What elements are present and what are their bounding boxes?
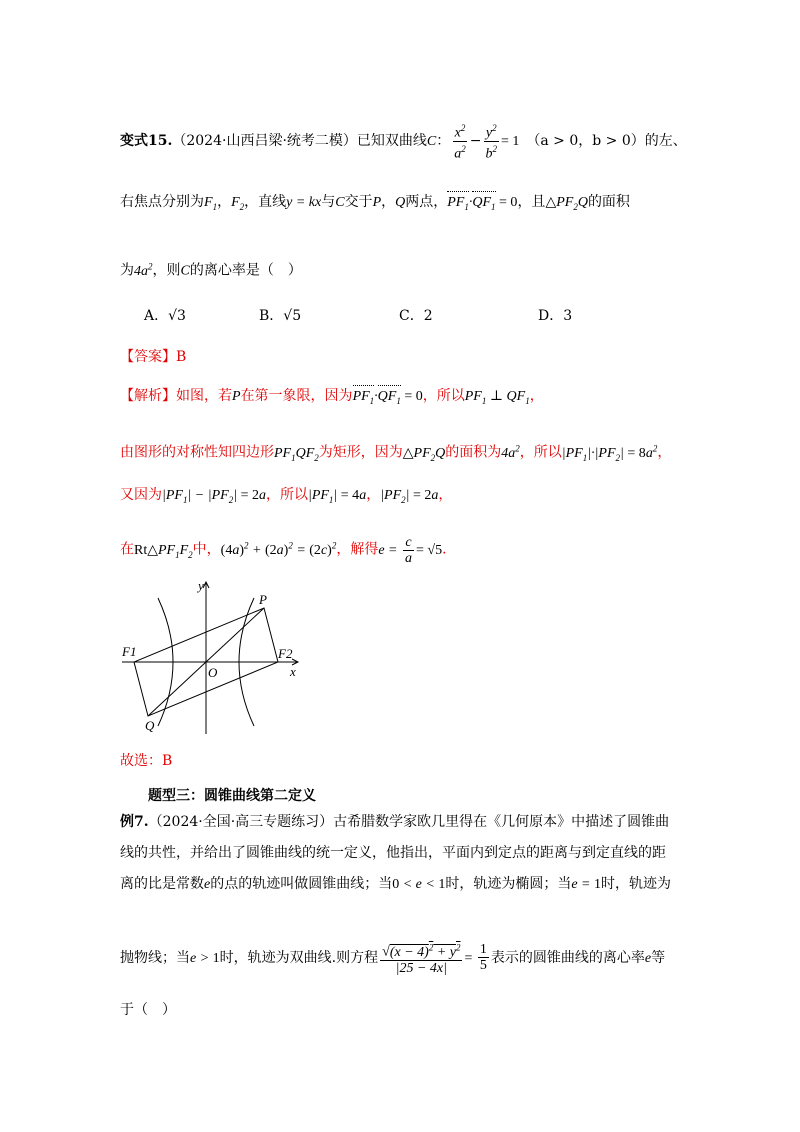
fraction-y2-b2: $\frac{y^2}{b^2}$ [485,123,497,162]
analysis-text: 又因为 [120,487,162,503]
example7-line4: 抛物线；当e > 1时，轨迹为双曲线.则方程 $\frac{√(x - 4)^2 + y^2}{|25 - 4x|}$ = $\frac{1}{5}$ 表示的圆锥曲线的离心率e等 [120,942,666,976]
variant15-line2: 右焦点分别为$F_1$，$F_2$，直线y = kx与C交于P，Q两点，$PF_1\cdot QF_1 = 0$，且$\triangle PF_2Q$的面积 [120,192,630,217]
label-x: x [290,664,296,679]
example7-line2: 线的共性，并给出了圆锥曲线的统一定义，他指出，平面内到定点的距离与到定直线的距 [120,845,666,861]
analysis-line2: 由图形的对称性知四边形$PF_1QF_2$为矩形，因为$\triangle PF_2Q$的面积为$4a^2$，所以$|PF_1|\cdot|PF_2| = 8a^2$， [120,443,672,463]
math-4a2: $4a^2$ [134,261,153,279]
variant15-text: （a > 0，b > 0）的左、 [533,133,687,150]
math-parabola-condition: e = 1 [571,877,601,892]
analysis-text: 如图，若 [176,388,232,404]
variant15-text: 的面积 [587,194,630,210]
math-pf1: $|PF_1| = 4a$ [307,488,367,505]
analysis-text: ，所以 [519,444,562,461]
math-c: C [426,134,437,150]
example7-text: 表示的圆锥曲线的离心率 [490,949,645,966]
label-q: Q [145,718,155,733]
variant15-options [144,306,704,326]
variant15-text: ，则 [152,262,181,279]
answer-label: 【答案】 [120,349,176,365]
example7-text: 古希腊数学家欧几里得在《几何原本》中描述了圆锥曲 [333,814,670,830]
math-quad: $PF_1QF_2$ [274,445,319,463]
example7-source: （2024·全国·高三专题练习） [148,814,334,830]
math-difference: $|PF_1| - |PF_2| = 2a$ [162,488,266,505]
math-f1: $F_1$ [204,195,218,212]
label-p: P [259,592,267,607]
math-dot-product: $PF_1\cdot QF_1 = 0$ [353,389,423,404]
analysis-text: 为矩形，因为 [318,444,403,461]
math-equation-lhs: $\frac{√(x - 4)^2 + y^2}{|25 - 4x|}$ [382,942,461,976]
math-dot-product: $PF_1\cdot QF_1 = 0$ [447,195,517,210]
analysis-text: ，解得 [336,541,379,558]
variant15-label: 变式15. [120,133,173,150]
math-triangle-pf2q: $\triangle PF_2Q$ [402,445,446,463]
variant15-text: 两点， [405,194,448,210]
analysis-line3: 又因为$|PF_1| - |PF_2| = 2a$，所以$|PF_1| = 4a$，$|PF_2| = 2a$， [120,487,453,505]
analysis-line1: 【解析】如图，若P在第一象限，因为$PF_1\cdot QF_1 = 0$，所以$PF_1$ ⊥ $QF_1$， [120,386,544,411]
variant15-line1: 变式15.（2024·山西吕梁·统考二模）已知双曲线C： $\frac{x^2}{a^2}$ − $\frac{y^2}{b^2}$ = 1 （a > 0，b > 0）的左、 [120,123,687,162]
label-o: O [208,665,218,680]
math-one-fifth: $\frac{1}{5}$ [479,942,487,974]
example7-line3 [120,874,671,895]
variant15-text: 与 [321,194,336,210]
example7-line1 [120,812,669,832]
example7-text: 抛物线；当 [120,949,190,966]
math-hyperbola-condition: e > 1 [190,950,220,966]
variant15-line3 [120,256,302,282]
fraction-x2-a2: $\frac{x^2}{a^2}$ [454,123,466,162]
math-product: $|PF_1|\cdot|PF_2| = 8a^2$ [561,443,658,463]
math-line-eq: y = kx [286,195,322,210]
answer-line [120,347,186,367]
math-e: e [204,877,211,892]
math-c: C [335,195,345,210]
label-f1: F1 [122,644,137,659]
analysis-text: ，所以 [265,487,308,503]
math-triangle-pf2q: $\triangle PF_2Q$ [545,195,588,212]
variant15-source: （2024·山西吕梁·统考二模） [172,133,357,150]
analysis-text: 在第一象限，因为 [240,388,353,404]
choice-line: 故选：B [120,753,173,769]
variant15-text: 的离心率是（ ） [189,262,302,279]
section-title: 题型三：圆锥曲线第二定义 [148,788,316,804]
math-pf2: $|PF_2| = 2a$ [380,488,439,505]
math-c: C [180,263,190,279]
example7-text: 时，轨迹为椭圆；当 [445,876,572,892]
math-f2: $F_2$ [231,195,245,212]
analysis-text: 由图形的对称性知四边形 [120,444,274,461]
variant15-text: ，且 [517,194,546,210]
math-e: e [644,950,652,966]
math-eccentricity: e = $\frac{c}{a}$ = √5 [378,535,443,566]
analysis-text: 的面积为 [445,444,502,461]
analysis-label: 【解析】 [120,388,176,404]
variant15-text: 为 [120,262,134,279]
math-ellipse-condition: 0 < e < 1 [392,877,446,892]
option-a[interactable]: A．√3 [144,308,186,324]
variant15-text: 已知双曲线 [356,133,427,150]
variant15-text: 右焦点分别为 [120,194,204,210]
math-rt-triangle: $Rt\triangle PF_1F_2$ [134,542,193,560]
variant15-text: ，直线 [244,194,287,210]
analysis-text: ，所以 [422,388,465,404]
example7-text: 等 [651,949,666,966]
example7-text: 的点的轨迹叫做圆锥曲线；当 [210,876,393,892]
example7-text: 离的比是常数 [120,876,204,892]
hyperbola-figure [118,576,308,736]
math-p: P [372,195,382,210]
example7-label: 例7. [120,814,149,830]
answer-value: B [176,349,187,365]
analysis-text: 中， [192,541,221,558]
option-b[interactable]: B．√5 [259,308,302,324]
math-p: P [232,389,241,404]
math-q: Q [395,195,406,210]
example7-text: 时，轨迹为 [601,876,671,892]
example7-line5: 于（ ） [120,1002,176,1018]
analysis-line4: 在$Rt\triangle PF_1F_2$中，$(4a)^2 + (2a)^2 = (2c)^2$，解得e = $\frac{c}{a}$ = √5. [120,535,447,566]
analysis-text: 在 [120,541,134,558]
label-f2: F2 [278,646,293,661]
option-c[interactable]: C．2 [399,308,433,324]
example7-text: 时，轨迹为双曲线.则方程 [219,949,379,966]
option-d[interactable]: D．3 [538,308,573,324]
label-y: y [198,578,204,593]
math-perpendicular: $PF_1$ ⊥ $QF_1$ [464,389,530,406]
variant15-text: 交于 [344,194,373,210]
math-pythagoras: $(4a)^2 + (2a)^2 = (2c)^2$ [220,540,337,558]
math-4a2: $4a^2$ [501,443,520,461]
